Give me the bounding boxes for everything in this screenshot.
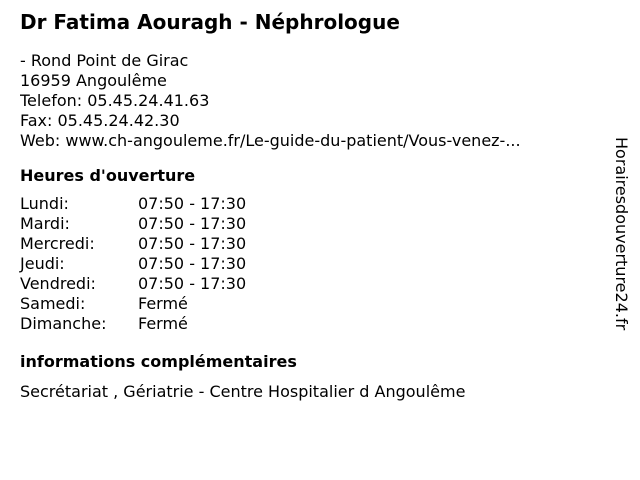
website-link[interactable]: Web: www.ch-angouleme.fr/Le-guide-du-patient/Vous-venez-... bbox=[20, 131, 521, 150]
day-label: Mardi: bbox=[20, 214, 70, 233]
address-city: 16959 Angoulême bbox=[20, 71, 167, 90]
day-label: Mercredi: bbox=[20, 234, 95, 253]
phone-number[interactable]: Telefon: 05.45.24.41.63 bbox=[20, 91, 210, 110]
hours-value: Fermé bbox=[138, 314, 188, 333]
info-text: Secrétariat , Gériatrie - Centre Hospitalier d Angoulême bbox=[20, 382, 466, 401]
opening-hours-table bbox=[20, 194, 246, 334]
hours-row-thursday bbox=[20, 254, 246, 274]
info-heading: informations complémentaires bbox=[20, 352, 297, 371]
hours-row-friday bbox=[20, 274, 246, 294]
day-label: Lundi: bbox=[20, 194, 69, 213]
hours-row-saturday bbox=[20, 294, 246, 314]
hours-row-monday bbox=[20, 194, 246, 214]
hours-row-sunday bbox=[20, 314, 246, 334]
hours-value: 07:50 - 17:30 bbox=[138, 234, 247, 253]
hours-value: 07:50 - 17:30 bbox=[138, 194, 247, 213]
address-street: - Rond Point de Girac bbox=[20, 51, 189, 70]
hours-heading: Heures d'ouverture bbox=[20, 166, 196, 185]
page-title: Dr Fatima Aouragh - Néphrologue bbox=[20, 10, 400, 34]
day-label: Dimanche: bbox=[20, 314, 107, 333]
doctor-info-panel bbox=[20, 10, 600, 402]
hours-row-wednesday bbox=[20, 234, 246, 254]
day-label: Vendredi: bbox=[20, 274, 96, 293]
hours-row-tuesday bbox=[20, 214, 246, 234]
hours-value: 07:50 - 17:30 bbox=[138, 254, 247, 273]
site-brand-watermark bbox=[611, 137, 631, 371]
day-label: Samedi: bbox=[20, 294, 86, 313]
day-label: Jeudi: bbox=[20, 254, 65, 273]
hours-value: Fermé bbox=[138, 294, 188, 313]
site-brand-text: Horairesdouverture24.fr bbox=[612, 137, 631, 331]
fax-number: Fax: 05.45.24.42.30 bbox=[20, 111, 180, 130]
hours-value: 07:50 - 17:30 bbox=[138, 214, 247, 233]
hours-value: 07:50 - 17:30 bbox=[138, 274, 247, 293]
contact-block bbox=[20, 51, 600, 151]
